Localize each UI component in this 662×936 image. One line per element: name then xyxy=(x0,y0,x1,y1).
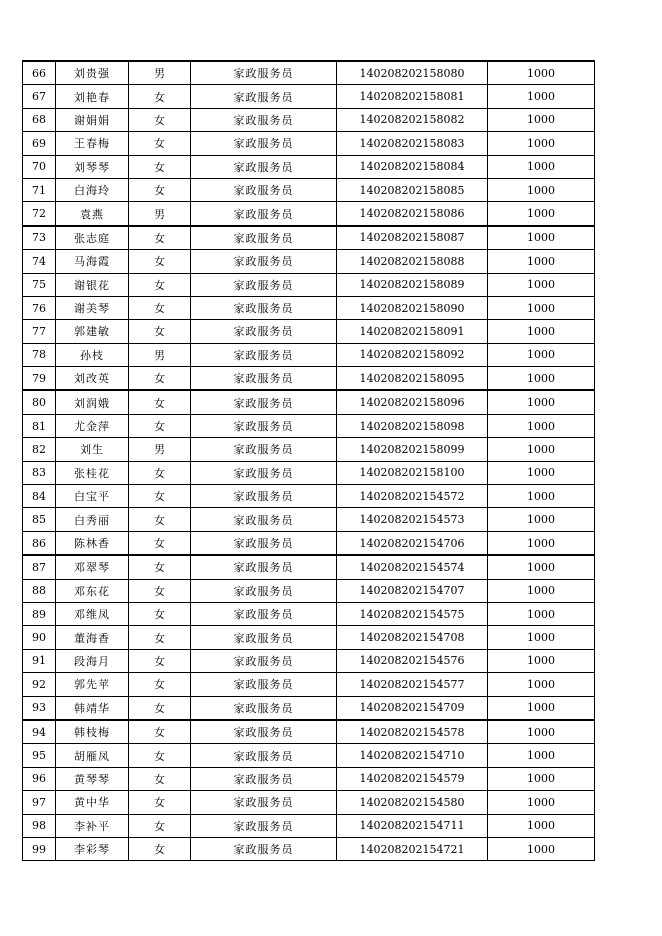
gender-cell: 女 xyxy=(129,555,191,579)
table-row xyxy=(23,226,595,250)
gender-cell: 男 xyxy=(129,202,191,226)
row-number-cell: 68 xyxy=(23,108,56,131)
row-number-cell: 78 xyxy=(23,343,56,366)
occupation-cell: 家政服务员 xyxy=(191,202,337,226)
certificate-number-cell: 140208202154572 xyxy=(337,485,488,508)
amount-cell: 1000 xyxy=(488,273,595,296)
row-number-cell: 93 xyxy=(23,696,56,720)
certificate-number-cell: 140208202154721 xyxy=(337,837,488,860)
certificate-number-cell: 140208202154706 xyxy=(337,531,488,555)
gender-cell: 女 xyxy=(129,178,191,201)
name-cell: 谢娟娟 xyxy=(56,108,129,131)
certificate-number-cell: 140208202154709 xyxy=(337,696,488,720)
table-row xyxy=(23,555,595,579)
occupation-cell: 家政服务员 xyxy=(191,626,337,649)
certificate-number-cell: 140208202158088 xyxy=(337,250,488,273)
row-number-cell: 79 xyxy=(23,367,56,391)
row-number-cell: 71 xyxy=(23,178,56,201)
occupation-cell: 家政服务员 xyxy=(191,226,337,250)
gender-cell: 女 xyxy=(129,108,191,131)
certificate-number-cell: 140208202154708 xyxy=(337,626,488,649)
occupation-cell: 家政服务员 xyxy=(191,320,337,343)
table-row xyxy=(23,320,595,343)
table-row xyxy=(23,414,595,437)
table-row xyxy=(23,673,595,696)
table-row xyxy=(23,461,595,484)
table-row xyxy=(23,343,595,366)
certificate-number-cell: 140208202158082 xyxy=(337,108,488,131)
occupation-cell: 家政服务员 xyxy=(191,649,337,672)
certificate-number-cell: 140208202154579 xyxy=(337,767,488,790)
occupation-cell: 家政服务员 xyxy=(191,720,337,744)
name-cell: 刘艳春 xyxy=(56,85,129,108)
certificate-number-cell: 140208202158084 xyxy=(337,155,488,178)
occupation-cell: 家政服务员 xyxy=(191,602,337,625)
gender-cell: 女 xyxy=(129,837,191,860)
certificate-number-cell: 140208202158080 xyxy=(337,61,488,85)
certificate-number-cell: 140208202154707 xyxy=(337,579,488,602)
gender-cell: 女 xyxy=(129,250,191,273)
name-cell: 白秀丽 xyxy=(56,508,129,531)
gender-cell: 女 xyxy=(129,132,191,155)
name-cell: 韩枝梅 xyxy=(56,720,129,744)
table-row xyxy=(23,626,595,649)
certificate-number-cell: 140208202158096 xyxy=(337,390,488,414)
gender-cell: 女 xyxy=(129,508,191,531)
gender-cell: 女 xyxy=(129,296,191,319)
row-number-cell: 70 xyxy=(23,155,56,178)
gender-cell: 女 xyxy=(129,273,191,296)
gender-cell: 女 xyxy=(129,367,191,391)
name-cell: 黄琴琴 xyxy=(56,767,129,790)
amount-cell: 1000 xyxy=(488,108,595,131)
row-number-cell: 86 xyxy=(23,531,56,555)
gender-cell: 女 xyxy=(129,485,191,508)
gender-cell: 女 xyxy=(129,85,191,108)
certificate-number-cell: 140208202158087 xyxy=(337,226,488,250)
certificate-number-cell: 140208202154577 xyxy=(337,673,488,696)
amount-cell: 1000 xyxy=(488,696,595,720)
certificate-number-cell: 140208202158099 xyxy=(337,438,488,461)
amount-cell: 1000 xyxy=(488,485,595,508)
row-number-cell: 83 xyxy=(23,461,56,484)
amount-cell: 1000 xyxy=(488,791,595,814)
roster-table xyxy=(22,60,595,861)
gender-cell: 女 xyxy=(129,696,191,720)
certificate-number-cell: 140208202158089 xyxy=(337,273,488,296)
name-cell: 张志庭 xyxy=(56,226,129,250)
gender-cell: 女 xyxy=(129,814,191,837)
certificate-number-cell: 140208202154576 xyxy=(337,649,488,672)
name-cell: 刘润娥 xyxy=(56,390,129,414)
name-cell: 刘生 xyxy=(56,438,129,461)
table-row xyxy=(23,250,595,273)
occupation-cell: 家政服务员 xyxy=(191,132,337,155)
row-number-cell: 98 xyxy=(23,814,56,837)
amount-cell: 1000 xyxy=(488,367,595,391)
name-cell: 白宝平 xyxy=(56,485,129,508)
amount-cell: 1000 xyxy=(488,579,595,602)
table-row xyxy=(23,132,595,155)
gender-cell: 女 xyxy=(129,226,191,250)
amount-cell: 1000 xyxy=(488,626,595,649)
occupation-cell: 家政服务员 xyxy=(191,696,337,720)
row-number-cell: 73 xyxy=(23,226,56,250)
name-cell: 尤金萍 xyxy=(56,414,129,437)
gender-cell: 男 xyxy=(129,61,191,85)
name-cell: 董海香 xyxy=(56,626,129,649)
table-row xyxy=(23,178,595,201)
table-row xyxy=(23,579,595,602)
row-number-cell: 94 xyxy=(23,720,56,744)
row-number-cell: 69 xyxy=(23,132,56,155)
gender-cell: 男 xyxy=(129,438,191,461)
table-row xyxy=(23,791,595,814)
gender-cell: 女 xyxy=(129,390,191,414)
certificate-number-cell: 140208202158100 xyxy=(337,461,488,484)
row-number-cell: 89 xyxy=(23,602,56,625)
certificate-number-cell: 140208202158085 xyxy=(337,178,488,201)
table-row xyxy=(23,696,595,720)
occupation-cell: 家政服务员 xyxy=(191,390,337,414)
amount-cell: 1000 xyxy=(488,414,595,437)
certificate-number-cell: 140208202154573 xyxy=(337,508,488,531)
table-row xyxy=(23,273,595,296)
name-cell: 刘改英 xyxy=(56,367,129,391)
amount-cell: 1000 xyxy=(488,438,595,461)
certificate-number-cell: 140208202154574 xyxy=(337,555,488,579)
gender-cell: 女 xyxy=(129,767,191,790)
amount-cell: 1000 xyxy=(488,296,595,319)
amount-cell: 1000 xyxy=(488,155,595,178)
table-row xyxy=(23,767,595,790)
occupation-cell: 家政服务员 xyxy=(191,744,337,767)
row-number-cell: 87 xyxy=(23,555,56,579)
row-number-cell: 67 xyxy=(23,85,56,108)
occupation-cell: 家政服务员 xyxy=(191,108,337,131)
gender-cell: 女 xyxy=(129,579,191,602)
occupation-cell: 家政服务员 xyxy=(191,155,337,178)
occupation-cell: 家政服务员 xyxy=(191,814,337,837)
amount-cell: 1000 xyxy=(488,61,595,85)
name-cell: 刘贵强 xyxy=(56,61,129,85)
name-cell: 谢美琴 xyxy=(56,296,129,319)
amount-cell: 1000 xyxy=(488,85,595,108)
amount-cell: 1000 xyxy=(488,531,595,555)
row-number-cell: 74 xyxy=(23,250,56,273)
gender-cell: 女 xyxy=(129,673,191,696)
occupation-cell: 家政服务员 xyxy=(191,767,337,790)
row-number-cell: 88 xyxy=(23,579,56,602)
table-row xyxy=(23,155,595,178)
roster-table-body xyxy=(23,61,595,861)
table-row xyxy=(23,85,595,108)
table-row xyxy=(23,602,595,625)
certificate-number-cell: 140208202158086 xyxy=(337,202,488,226)
row-number-cell: 99 xyxy=(23,837,56,860)
certificate-number-cell: 140208202154710 xyxy=(337,744,488,767)
row-number-cell: 80 xyxy=(23,390,56,414)
occupation-cell: 家政服务员 xyxy=(191,367,337,391)
certificate-number-cell: 140208202158095 xyxy=(337,367,488,391)
table-row xyxy=(23,720,595,744)
table-row xyxy=(23,744,595,767)
table-row xyxy=(23,108,595,131)
table-row xyxy=(23,814,595,837)
name-cell: 黄中华 xyxy=(56,791,129,814)
name-cell: 邓东花 xyxy=(56,579,129,602)
occupation-cell: 家政服务员 xyxy=(191,837,337,860)
amount-cell: 1000 xyxy=(488,461,595,484)
name-cell: 白海玲 xyxy=(56,178,129,201)
gender-cell: 女 xyxy=(129,320,191,343)
amount-cell: 1000 xyxy=(488,767,595,790)
table-row xyxy=(23,531,595,555)
amount-cell: 1000 xyxy=(488,226,595,250)
gender-cell: 女 xyxy=(129,531,191,555)
name-cell: 谢银花 xyxy=(56,273,129,296)
gender-cell: 女 xyxy=(129,626,191,649)
amount-cell: 1000 xyxy=(488,343,595,366)
row-number-cell: 81 xyxy=(23,414,56,437)
row-number-cell: 95 xyxy=(23,744,56,767)
row-number-cell: 85 xyxy=(23,508,56,531)
certificate-number-cell: 140208202154575 xyxy=(337,602,488,625)
occupation-cell: 家政服务员 xyxy=(191,343,337,366)
occupation-cell: 家政服务员 xyxy=(191,461,337,484)
amount-cell: 1000 xyxy=(488,814,595,837)
occupation-cell: 家政服务员 xyxy=(191,531,337,555)
row-number-cell: 75 xyxy=(23,273,56,296)
amount-cell: 1000 xyxy=(488,720,595,744)
amount-cell: 1000 xyxy=(488,320,595,343)
table-row xyxy=(23,202,595,226)
table-row xyxy=(23,390,595,414)
gender-cell: 女 xyxy=(129,155,191,178)
table-row xyxy=(23,508,595,531)
occupation-cell: 家政服务员 xyxy=(191,579,337,602)
amount-cell: 1000 xyxy=(488,178,595,201)
table-row xyxy=(23,296,595,319)
table-row xyxy=(23,649,595,672)
amount-cell: 1000 xyxy=(488,132,595,155)
occupation-cell: 家政服务员 xyxy=(191,178,337,201)
table-row xyxy=(23,367,595,391)
certificate-number-cell: 140208202158092 xyxy=(337,343,488,366)
table-row xyxy=(23,438,595,461)
name-cell: 马海霞 xyxy=(56,250,129,273)
gender-cell: 女 xyxy=(129,744,191,767)
row-number-cell: 72 xyxy=(23,202,56,226)
gender-cell: 女 xyxy=(129,414,191,437)
name-cell: 陈林香 xyxy=(56,531,129,555)
name-cell: 郭先苹 xyxy=(56,673,129,696)
row-number-cell: 97 xyxy=(23,791,56,814)
occupation-cell: 家政服务员 xyxy=(191,485,337,508)
row-number-cell: 77 xyxy=(23,320,56,343)
amount-cell: 1000 xyxy=(488,508,595,531)
amount-cell: 1000 xyxy=(488,744,595,767)
name-cell: 张桂花 xyxy=(56,461,129,484)
table-row xyxy=(23,61,595,85)
name-cell: 胡雁凤 xyxy=(56,744,129,767)
amount-cell: 1000 xyxy=(488,555,595,579)
row-number-cell: 84 xyxy=(23,485,56,508)
row-number-cell: 96 xyxy=(23,767,56,790)
name-cell: 段海月 xyxy=(56,649,129,672)
amount-cell: 1000 xyxy=(488,250,595,273)
certificate-number-cell: 140208202158090 xyxy=(337,296,488,319)
name-cell: 王春梅 xyxy=(56,132,129,155)
occupation-cell: 家政服务员 xyxy=(191,791,337,814)
certificate-number-cell: 140208202158083 xyxy=(337,132,488,155)
row-number-cell: 82 xyxy=(23,438,56,461)
table-row xyxy=(23,837,595,860)
gender-cell: 女 xyxy=(129,649,191,672)
gender-cell: 男 xyxy=(129,343,191,366)
row-number-cell: 76 xyxy=(23,296,56,319)
certificate-number-cell: 140208202158091 xyxy=(337,320,488,343)
name-cell: 袁燕 xyxy=(56,202,129,226)
amount-cell: 1000 xyxy=(488,673,595,696)
gender-cell: 女 xyxy=(129,461,191,484)
gender-cell: 女 xyxy=(129,791,191,814)
row-number-cell: 91 xyxy=(23,649,56,672)
certificate-number-cell: 140208202158081 xyxy=(337,85,488,108)
amount-cell: 1000 xyxy=(488,649,595,672)
certificate-number-cell: 140208202154580 xyxy=(337,791,488,814)
name-cell: 邓维凤 xyxy=(56,602,129,625)
gender-cell: 女 xyxy=(129,720,191,744)
occupation-cell: 家政服务员 xyxy=(191,673,337,696)
name-cell: 李彩琴 xyxy=(56,837,129,860)
certificate-number-cell: 140208202158098 xyxy=(337,414,488,437)
name-cell: 刘琴琴 xyxy=(56,155,129,178)
occupation-cell: 家政服务员 xyxy=(191,250,337,273)
amount-cell: 1000 xyxy=(488,390,595,414)
row-number-cell: 90 xyxy=(23,626,56,649)
occupation-cell: 家政服务员 xyxy=(191,61,337,85)
row-number-cell: 66 xyxy=(23,61,56,85)
certificate-number-cell: 140208202154578 xyxy=(337,720,488,744)
amount-cell: 1000 xyxy=(488,602,595,625)
certificate-number-cell: 140208202154711 xyxy=(337,814,488,837)
occupation-cell: 家政服务员 xyxy=(191,555,337,579)
name-cell: 韩靖华 xyxy=(56,696,129,720)
occupation-cell: 家政服务员 xyxy=(191,273,337,296)
occupation-cell: 家政服务员 xyxy=(191,508,337,531)
name-cell: 李补平 xyxy=(56,814,129,837)
occupation-cell: 家政服务员 xyxy=(191,85,337,108)
gender-cell: 女 xyxy=(129,602,191,625)
row-number-cell: 92 xyxy=(23,673,56,696)
name-cell: 孙枝 xyxy=(56,343,129,366)
occupation-cell: 家政服务员 xyxy=(191,438,337,461)
name-cell: 邓翠琴 xyxy=(56,555,129,579)
table-row xyxy=(23,485,595,508)
occupation-cell: 家政服务员 xyxy=(191,296,337,319)
name-cell: 郭建敏 xyxy=(56,320,129,343)
amount-cell: 1000 xyxy=(488,837,595,860)
occupation-cell: 家政服务员 xyxy=(191,414,337,437)
amount-cell: 1000 xyxy=(488,202,595,226)
